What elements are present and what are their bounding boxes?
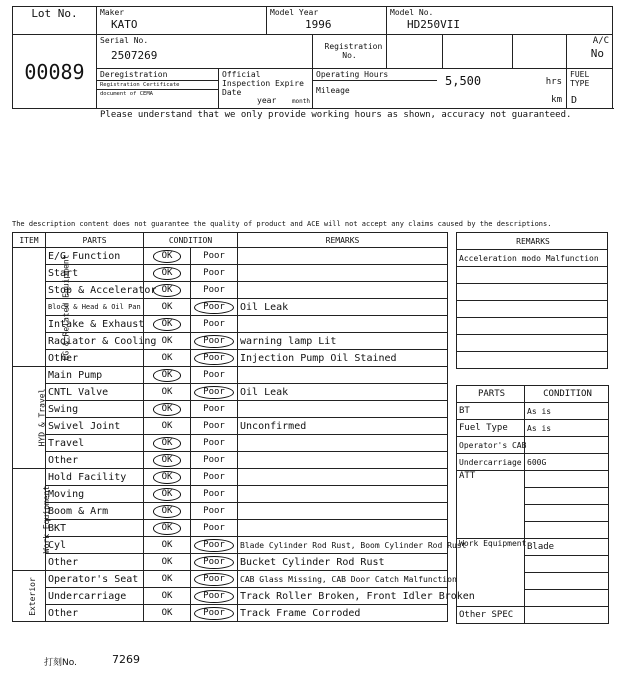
table-row <box>13 333 448 350</box>
table-row <box>13 486 448 503</box>
part-name: Other <box>46 350 144 367</box>
condition-ok-label: OK <box>153 318 182 331</box>
condition-ok-cell <box>144 520 191 537</box>
description-disclaimer: The description content does not guarantee the quality of product and ACE will not accept any claims caused by the descriptions. <box>12 220 552 228</box>
part-name: Other <box>46 554 144 571</box>
right-parts-row <box>457 437 609 454</box>
right-parts-header: PARTS <box>457 386 525 403</box>
lot-value: 00089 <box>24 59 85 84</box>
condition-poor-cell <box>191 333 238 350</box>
item-group-label: Work Equipment <box>42 485 52 554</box>
ac-value: No <box>590 47 605 60</box>
part-name: Stop & Accelerator <box>46 282 144 299</box>
mileage-label: Mileage <box>316 86 350 95</box>
condition-poor-cell <box>191 282 238 299</box>
remark <box>238 248 448 265</box>
remark <box>238 316 448 333</box>
other-spec-value <box>525 607 609 624</box>
hrs-label: hrs <box>545 77 562 87</box>
item-group-cell <box>13 571 46 622</box>
remark <box>238 452 448 469</box>
item-group-cell <box>13 469 52 571</box>
condition-poor-cell <box>191 401 238 418</box>
right-remarks-row <box>457 318 608 335</box>
work-equipment-label: Work Equipment <box>459 539 527 548</box>
model-no-cell <box>387 7 613 35</box>
work-equipment-value-4 <box>525 590 609 607</box>
att-label: ATT <box>459 471 476 481</box>
right-remark-text <box>457 352 608 369</box>
part-name: Other <box>46 605 144 622</box>
right-part-condition: 600G <box>525 454 609 471</box>
right-part-condition: As is <box>525 403 609 420</box>
serial-label: Serial No. <box>100 36 149 45</box>
condition-poor-cell <box>191 520 238 537</box>
condition-poor-label: Poor <box>203 455 225 465</box>
condition-ok-cell <box>144 452 191 469</box>
right-part-name: BT <box>457 403 525 420</box>
remark: Oil Leak <box>238 299 448 316</box>
right-remarks-body <box>457 250 608 369</box>
work-equipment-value-2 <box>525 556 609 573</box>
right-remarks-row <box>457 352 608 369</box>
condition-ok-label: OK <box>161 574 173 584</box>
table-row <box>13 588 448 605</box>
condition-ok-cell <box>144 588 191 605</box>
year-label: year <box>257 96 277 105</box>
fuel-type-cell <box>567 69 613 109</box>
remark: Bucket Cylinder Rod Rust <box>238 554 448 571</box>
reg-box-1 <box>387 35 443 69</box>
remark <box>238 469 448 486</box>
right-remarks-row <box>457 335 608 352</box>
condition-ok-cell <box>144 265 191 282</box>
fuel-type-label: FUEL TYPE <box>570 70 590 88</box>
condition-ok-label: OK <box>153 522 182 535</box>
remark: Track Frame Corroded <box>238 605 448 622</box>
model-year-cell <box>267 7 387 35</box>
table-row <box>13 384 448 401</box>
right-part-condition: As is <box>525 420 609 437</box>
condition-poor-cell <box>191 265 238 282</box>
table-row <box>13 605 448 622</box>
right-parts-body <box>457 403 609 471</box>
condition-ok-cell <box>144 333 191 350</box>
part-name: Start <box>46 265 144 282</box>
item-group-label: Exterior <box>27 576 37 616</box>
condition-poor-cell <box>191 503 238 520</box>
maker-value: KATO <box>111 18 138 31</box>
table-row <box>13 316 448 333</box>
model-year-value: 1996 <box>305 18 332 31</box>
dereg-label: Deregistration <box>100 70 168 79</box>
condition-poor-label: Poor <box>194 556 234 569</box>
ac-cell <box>567 35 613 69</box>
condition-ok-cell <box>144 401 191 418</box>
maker-cell <box>97 7 267 35</box>
part-name: CNTL Valve <box>46 384 144 401</box>
right-remarks-row <box>457 284 608 301</box>
right-parts-row <box>457 403 609 420</box>
part-name: Moving <box>46 486 144 503</box>
table-row <box>13 520 448 537</box>
att-cell <box>457 471 525 539</box>
op-hours-value: 5,500 <box>445 74 482 88</box>
condition-ok-cell <box>144 537 191 554</box>
part-name: BKT <box>46 520 144 537</box>
part-name: Undercarriage <box>46 588 144 605</box>
work-equipment-value: Blade <box>525 539 609 556</box>
condition-poor-label: Poor <box>203 506 225 516</box>
part-name: Intake & Exhaust <box>46 316 144 333</box>
part-name: Swing <box>46 401 144 418</box>
km-label: km <box>551 95 562 105</box>
right-remarks-header: REMARKS <box>457 233 608 250</box>
part-name: Main Pump <box>46 367 144 384</box>
item-group-label: EG & Related Equipment <box>61 254 71 360</box>
right-condition-header: CONDITION <box>525 386 609 403</box>
condition-ok-label: OK <box>153 267 182 280</box>
condition-ok-cell <box>144 248 191 265</box>
condition-poor-label: Poor <box>203 438 225 448</box>
condition-poor-label: Poor <box>194 301 234 314</box>
inspection-cell <box>219 69 313 109</box>
condition-poor-label: Poor <box>194 335 234 348</box>
condition-poor-cell <box>191 418 238 435</box>
condition-ok-label: OK <box>153 369 182 382</box>
condition-ok-cell <box>144 435 191 452</box>
condition-ok-label: OK <box>161 591 173 601</box>
table-row <box>13 537 448 554</box>
op-hours-cell <box>313 69 567 109</box>
right-remark-text: Acceleration modo Malfunction <box>457 250 608 267</box>
condition-ok-cell <box>144 282 191 299</box>
table-row <box>13 350 448 367</box>
condition-ok-label: OK <box>153 250 182 263</box>
condition-ok-label: OK <box>153 505 182 518</box>
condition-ok-cell <box>144 316 191 333</box>
right-remark-text <box>457 335 608 352</box>
condition-ok-label: OK <box>161 336 173 346</box>
header-table <box>12 6 613 109</box>
remark <box>238 367 448 384</box>
remark <box>238 282 448 299</box>
remark <box>238 401 448 418</box>
part-name: Cyl <box>46 537 144 554</box>
remark <box>238 435 448 452</box>
ac-label: A/C <box>592 36 610 46</box>
part-name: Hold Facility <box>46 469 144 486</box>
stamp-value: 7269 <box>112 653 140 666</box>
model-no-value: HD250VII <box>407 18 460 31</box>
remark <box>238 486 448 503</box>
condition-ok-cell <box>144 367 191 384</box>
condition-ok-cell <box>144 350 191 367</box>
right-remarks-row <box>457 267 608 284</box>
right-remarks-table <box>456 232 608 369</box>
condition-ok-label: OK <box>153 403 182 416</box>
table-row <box>13 554 448 571</box>
part-name: Block & Head & Oil Pan <box>46 299 144 316</box>
table-row <box>13 503 448 520</box>
condition-ok-cell <box>144 384 191 401</box>
model-no-label: Model No. <box>390 8 434 17</box>
part-name: E/G Function <box>46 248 144 265</box>
condition-poor-cell <box>191 486 238 503</box>
remark: Track Roller Broken, Front Idler Broken <box>238 588 448 605</box>
remark: CAB Glass Missing, CAB Door Catch Malfunction <box>238 571 448 588</box>
condition-ok-cell <box>144 486 191 503</box>
condition-poor-cell <box>191 367 238 384</box>
condition-ok-label: OK <box>161 540 173 550</box>
work-equipment-value-3 <box>525 573 609 590</box>
condition-poor-label: Poor <box>194 607 234 620</box>
serial-value: 2507269 <box>111 49 158 62</box>
condition-poor-cell <box>191 452 238 469</box>
condition-poor-cell <box>191 588 238 605</box>
right-remark-text <box>457 301 608 318</box>
reg-box-2 <box>443 35 513 69</box>
condition-poor-cell <box>191 316 238 333</box>
condition-poor-label: Poor <box>194 573 234 586</box>
right-part-name: Operator's CAB <box>457 437 525 454</box>
condition-ok-label: OK <box>161 353 173 363</box>
part-name: Boom & Arm <box>46 503 144 520</box>
condition-poor-label: Poor <box>194 352 234 365</box>
month-label: month <box>291 98 310 105</box>
condition-poor-label: Poor <box>203 319 225 329</box>
registration-label: Registration No. <box>324 42 383 60</box>
condition-poor-cell <box>191 248 238 265</box>
col-condition-header: CONDITION <box>144 233 238 248</box>
table-row <box>13 282 448 299</box>
serial-cell <box>97 35 313 69</box>
condition-ok-label: OK <box>153 471 182 484</box>
table-row <box>13 265 448 282</box>
condition-ok-cell <box>144 299 191 316</box>
right-remark-text <box>457 318 608 335</box>
condition-ok-cell <box>144 418 191 435</box>
right-remarks-row <box>457 301 608 318</box>
right-remark-text <box>457 284 608 301</box>
condition-ok-label: OK <box>161 302 173 312</box>
att-value-3 <box>525 505 609 522</box>
condition-poor-cell <box>191 299 238 316</box>
remark: Injection Pump Oil Stained <box>238 350 448 367</box>
right-parts-row <box>457 420 609 437</box>
table-row <box>13 299 448 316</box>
fuel-type-value: D <box>571 95 578 106</box>
table-row <box>13 452 448 469</box>
registration-label-cell <box>313 35 387 69</box>
condition-poor-cell <box>191 384 238 401</box>
table-row <box>13 248 448 265</box>
table-row <box>13 469 448 486</box>
col-item-header: ITEM <box>13 233 46 248</box>
condition-poor-label: Poor <box>194 539 234 552</box>
table-row <box>13 367 448 384</box>
condition-poor-label: Poor <box>203 489 225 499</box>
att-value-1 <box>525 471 609 488</box>
dereg-cell <box>97 69 219 109</box>
item-group-cell <box>13 367 46 469</box>
lot-label: Lot No. <box>31 7 78 20</box>
condition-ok-label: OK <box>153 437 182 450</box>
op-hours-label: Operating Hours <box>313 69 437 81</box>
part-name: Radiator & Cooling <box>46 333 144 350</box>
remark <box>238 503 448 520</box>
condition-poor-label: Poor <box>203 404 225 414</box>
condition-poor-label: Poor <box>203 370 225 380</box>
condition-ok-cell <box>144 503 191 520</box>
lot-label-cell <box>13 7 97 35</box>
reg-box-3 <box>513 35 567 69</box>
remark: Oil Leak <box>238 384 448 401</box>
condition-poor-label: Poor <box>203 268 225 278</box>
right-remark-text <box>457 267 608 284</box>
condition-ok-label: OK <box>161 557 173 567</box>
right-parts-table <box>456 385 609 624</box>
table-row <box>13 401 448 418</box>
att-value-4 <box>525 522 609 539</box>
condition-ok-cell <box>144 554 191 571</box>
remark <box>238 520 448 537</box>
hours-disclaimer: Please understand that we only provide working hours as shown, accuracy not guaranteed. <box>100 110 572 120</box>
right-remarks-row <box>457 250 608 267</box>
condition-poor-label: Poor <box>203 421 225 431</box>
condition-ok-label: OK <box>161 608 173 618</box>
condition-ok-cell <box>144 571 191 588</box>
condition-poor-label: Poor <box>194 386 234 399</box>
table-row <box>13 571 448 588</box>
other-spec-label: Other SPEC <box>459 610 514 620</box>
part-name: Other <box>46 452 144 469</box>
right-part-name: Fuel Type <box>457 420 525 437</box>
condition-poor-cell <box>191 435 238 452</box>
right-part-name: Undercarriage <box>457 454 525 471</box>
part-name: Swivel Joint <box>46 418 144 435</box>
item-group-label: HYD & Travel <box>37 388 47 447</box>
col-parts-header: PARTS <box>46 233 144 248</box>
condition-ok-label: OK <box>153 284 182 297</box>
work-equipment-cell <box>457 539 525 607</box>
right-parts-row <box>457 454 609 471</box>
condition-poor-cell <box>191 469 238 486</box>
condition-poor-cell <box>191 554 238 571</box>
condition-ok-cell <box>144 605 191 622</box>
condition-poor-label: Poor <box>203 285 225 295</box>
condition-poor-cell <box>191 605 238 622</box>
right-part-condition <box>525 437 609 454</box>
condition-ok-label: OK <box>153 488 182 501</box>
condition-poor-label: Poor <box>194 590 234 603</box>
col-remarks-header: REMARKS <box>238 233 448 248</box>
remark: Blade Cylinder Rod Rust, Boom Cylinder Rod Rust <box>238 537 448 554</box>
condition-poor-label: Poor <box>203 523 225 533</box>
maker-label: Maker <box>100 8 125 17</box>
inspection-label: Official Inspection Expire Date <box>222 70 304 97</box>
condition-ok-label: OK <box>153 454 182 467</box>
condition-poor-cell <box>191 350 238 367</box>
table-row <box>13 435 448 452</box>
part-name: Operator's Seat <box>46 571 144 588</box>
other-spec-cell <box>457 607 525 624</box>
condition-ok-cell <box>144 469 191 486</box>
att-value-2 <box>525 488 609 505</box>
lot-value-cell <box>13 35 97 109</box>
part-name: Travel <box>46 435 144 452</box>
table-row <box>13 418 448 435</box>
condition-poor-cell <box>191 537 238 554</box>
condition-ok-label: OK <box>161 421 173 431</box>
remark: warning lamp Lit <box>238 333 448 350</box>
remark: Unconfirmed <box>238 418 448 435</box>
remark <box>238 265 448 282</box>
stamp-label: 打刻No. <box>44 658 77 668</box>
cema-label: document of CEMA <box>100 91 153 97</box>
condition-poor-label: Poor <box>203 472 225 482</box>
condition-poor-cell <box>191 571 238 588</box>
condition-ok-label: OK <box>161 387 173 397</box>
condition-poor-label: Poor <box>203 251 225 261</box>
model-year-label: Model Year <box>270 8 319 17</box>
reg-cert-label: Registration Certificate <box>97 80 218 90</box>
